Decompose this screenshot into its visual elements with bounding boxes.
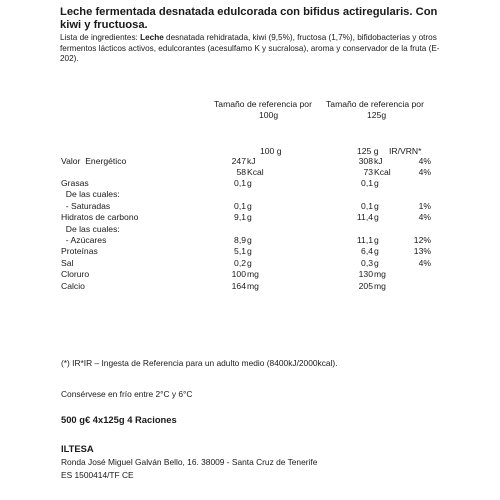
table-row <box>0 189 500 200</box>
row-v1: 9,1 <box>234 212 246 222</box>
row-u1: g <box>247 201 252 211</box>
row-v1: 58 <box>236 167 246 177</box>
row-v1: 5,1 <box>234 246 246 256</box>
row-u1: Kcal <box>247 167 264 177</box>
row-v1: 8,9 <box>234 235 246 245</box>
row-u2: g <box>374 235 379 245</box>
row-v2: 11,1 <box>356 235 373 245</box>
ingredients-rest: desnatada rehidratada, kiwi (9,5%), fructosa (1,7%), bifidobacterias y otros fermentos lácticos activos, edulcorantes (acesulfamo K y sucralosa), aroma y conservador de la fruta (E-202). <box>60 33 440 63</box>
row-label: De las cuales: <box>61 224 120 234</box>
row-label: Valor Energético <box>61 156 127 166</box>
row-v1: 0,1 <box>234 178 246 188</box>
row-v3: 4% <box>418 258 431 268</box>
col2-header-line1: Tamaño de referencia por <box>326 99 424 109</box>
table-row <box>0 167 500 178</box>
row-label: Hidratos de carbono <box>61 212 139 222</box>
col2-amount: 125 g <box>357 146 379 156</box>
row-v3: 4% <box>418 212 431 222</box>
row-label: Cloruro <box>61 269 90 279</box>
row-u1: mg <box>247 281 259 291</box>
col1-header-line1: Tamaño de referencia por <box>214 99 312 109</box>
col1-amount: 100 g <box>260 146 282 156</box>
row-u1: g <box>247 178 252 188</box>
row-label: Sal <box>61 258 74 268</box>
row-v2: 6,4 <box>361 246 373 256</box>
row-u1: kJ <box>247 156 256 166</box>
row-v1: 247 <box>231 156 246 166</box>
col1-header-line2: 100g <box>259 110 279 120</box>
row-u2: g <box>374 258 379 268</box>
row-v1: 100 <box>231 269 246 279</box>
row-v1: 164 <box>231 281 246 291</box>
row-label: Calcio <box>61 281 85 291</box>
row-u2: mg <box>374 269 386 279</box>
row-label: - Azúcares <box>61 235 107 245</box>
table-row <box>0 201 500 212</box>
company-address: Ronda José Miguel Galván Bello, 16. 38009 - Santa Cruz de Tenerife <box>61 457 318 467</box>
storage-note: Consérvese en frío entre 2°C y 6°C <box>61 389 193 399</box>
table-row <box>0 178 500 189</box>
table-row <box>0 258 500 269</box>
row-label: Grasas <box>61 178 89 188</box>
row-v1: 0,2 <box>234 258 246 268</box>
row-v2: 0,3 <box>361 258 373 268</box>
table-row <box>0 235 500 246</box>
row-label: De las cuales: <box>61 189 120 199</box>
row-u1: g <box>247 235 252 245</box>
row-label: Proteínas <box>61 246 98 256</box>
row-u2: g <box>374 212 379 222</box>
row-u2: mg <box>374 281 386 291</box>
product-title: Leche fermentada desnatada edulcorada con bifidus actiregularis. Con kiwi y fructuosa. <box>60 6 438 31</box>
row-v3: 4% <box>418 156 431 166</box>
row-u2: g <box>374 246 379 256</box>
row-u1: g <box>247 258 252 268</box>
row-v1: 0,1 <box>234 201 246 211</box>
table-row <box>0 224 500 235</box>
row-v2: 73 <box>363 167 373 177</box>
company-name: ILTESA <box>61 443 94 454</box>
row-u1: g <box>247 212 252 222</box>
footnote: (*) IR*IR – Ingesta de Referencia para un adulto medio (8400kJ/2000kcal). <box>61 358 338 368</box>
row-u2: g <box>374 201 379 211</box>
col2-header-line2: 125g <box>367 110 387 120</box>
row-v2: 130 <box>358 269 373 279</box>
row-u2: g <box>374 178 379 188</box>
row-v2: 0,1 <box>361 201 373 211</box>
ingredients-prefix: Lista de ingredientes: <box>60 33 141 42</box>
row-v3: 1% <box>418 201 431 211</box>
row-v2: 11,4 <box>356 212 373 222</box>
pack-info: 500 g€ 4x125g 4 Raciones <box>61 414 177 425</box>
row-v2: 0,1 <box>361 178 373 188</box>
row-label: - Saturadas <box>61 201 111 211</box>
table-row <box>0 212 500 223</box>
table-row <box>0 156 500 167</box>
col3-header: IR/VRN* <box>389 146 422 156</box>
row-v2: 308 <box>358 156 373 166</box>
row-u1: mg <box>247 269 259 279</box>
row-u2: kJ <box>374 156 383 166</box>
table-row <box>0 246 500 257</box>
table-row <box>0 269 500 280</box>
row-v3: 12% <box>413 235 431 245</box>
company-registration: ES 1500414/TF CE <box>61 470 134 480</box>
row-u2: Kcal <box>374 167 391 177</box>
row-u1: g <box>247 246 252 256</box>
ingredients-bold: Leche <box>140 33 164 42</box>
table-row <box>0 281 500 292</box>
ingredients-list <box>60 33 450 65</box>
row-v3: 13% <box>413 246 431 256</box>
row-v3: 4% <box>418 167 431 177</box>
row-v2: 205 <box>358 281 373 291</box>
